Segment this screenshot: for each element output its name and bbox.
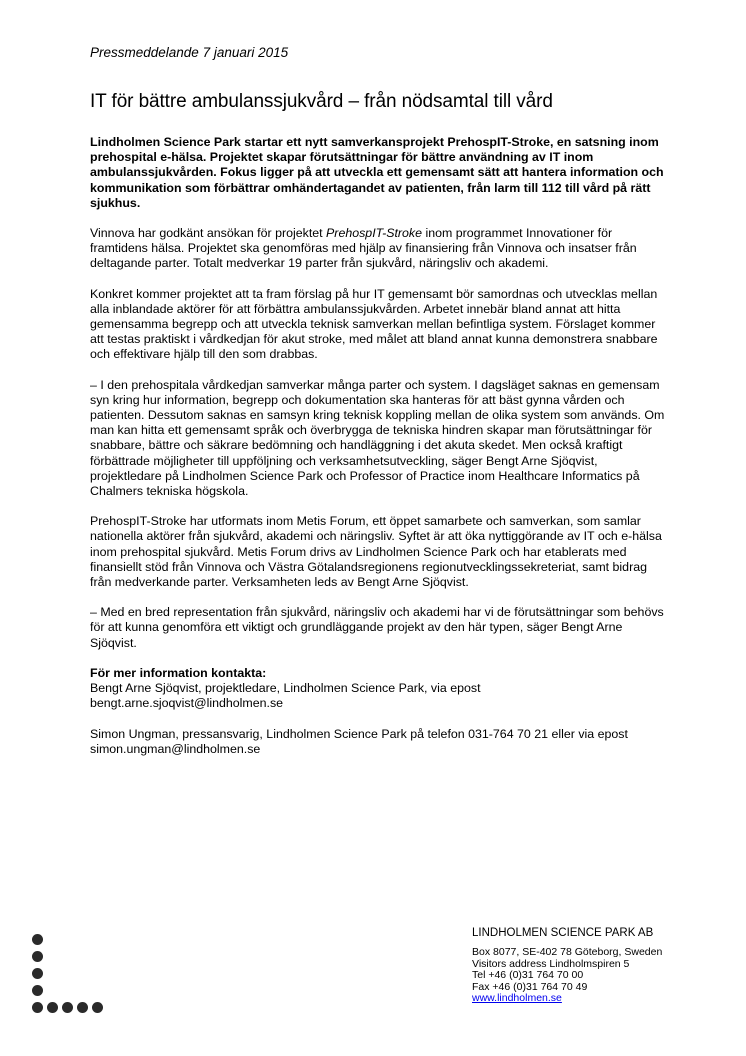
contact-heading: För mer information kontakta:: [90, 665, 267, 680]
logo-dot: [77, 1002, 88, 1013]
company-phone: Tel +46 (0)31 764 70 00: [472, 969, 584, 982]
contact-block-2: Simon Ungman, pressansvarig, Lindholmen Science Park på telefon 031-764 70 21 eller via epost simon.ungman@lindholmen.se: [90, 726, 628, 756]
body-paragraph-4: PrehospIT-Stroke har utformats inom Metis Forum, ett öppet samarbete och samverkan, som samlar nationella aktörer från sjukvård, akademi och näringsliv. Syftet är att öka nyttiggörande av IT och e-hälsa inom prehospital sjukvård. Metis Forum drivs av Lindholmen Science Park och har etablerats med finansiellt stöd från Vinnova och Västra Götalandsregionens regionutvecklingssekreteriat, samt bidrag från medverkande parter. Verksamheten leds av Bengt Arne Sjöqvist.: [90, 514, 662, 590]
contact-line-1: Bengt Arne Sjöqvist, projektledare, Lindholmen Science Park, via epost: [90, 681, 481, 696]
company-visitors-address: Visitors address Lindholmspiren 5: [472, 957, 630, 970]
project-name-italic: PrehospIT-Stroke: [326, 226, 423, 241]
body-paragraph-3: – I den prehospitala vårdkedjan samverkar många parter och system. I dagsläget saknas en gemensam syn kring hur information, begrepp och dokumentation ska hanteras för att bäst gynna vården och patienten. Dessutom saknas en samsyn kring teknisk koppling mellan de olika system som används. Om man kan hitta ett gemensamt språk och överbrygga de tekniska hindren skapar man förutsättningar för snabbare, bättre och säkrare bedömning och handläggning i det akuta skedet. Men också kraftigt förbättrade möjligheter till uppföljning och verksamhetsutveckling, säger Bengt Arne Sjöqvist, projektledare på Lindholmen Science Park och Professor of Practice inom Healthcare Informatics på Chalmers tekniska högskola.: [90, 377, 665, 499]
logo-dot: [32, 934, 43, 945]
company-name: LINDHOLMEN SCIENCE PARK AB: [472, 927, 654, 939]
p1-text-after: inom programmet Innovationer för framtidens hälsa. Projektet ska genomföras med hjälp av finansiering från Vinnova och insatser från deltagande parter. Totalt medverkar 19 parter från sjukvård, näringsliv och akademi.: [90, 226, 637, 271]
company-address: Box 8077, SE-402 78 Göteborg, Sweden: [472, 946, 663, 959]
company-footer: [472, 928, 662, 1004]
p1-text-before: Vinnova har godkänt ansökan för projektet: [90, 226, 327, 241]
logo-dot: [32, 951, 43, 962]
lede-paragraph: Lindholmen Science Park startar ett nytt samverkansprojekt PrehospIT-Stroke, en satsning inom prehospital e-hälsa. Projektet skapar förutsättningar för bättre användning av IT inom ambulanssjukvården. Fokus ligger på att utveckla ett gemensamt sätt att hantera information och kommunikation som förbättrar omhändertagandet av patienten, från larm till 112 till vård på rätt sjukhus.: [90, 135, 664, 210]
article-body: [90, 135, 670, 772]
logo-dot: [32, 968, 43, 979]
logo-dot: [47, 1002, 58, 1013]
company-fax: Fax +46 (0)31 764 70 49: [472, 980, 588, 993]
logo-dot: [62, 1002, 73, 1013]
contact-email-1: bengt.arne.sjoqvist@lindholmen.se: [90, 696, 284, 711]
body-paragraph-1: [90, 226, 670, 272]
logo-dot: [32, 1002, 43, 1013]
body-paragraph-5: – Med en bred representation från sjukvård, näringsliv och akademi har vi de förutsättningar som behövs för att kunna genomföra ett viktigt och grundläggande projekt av den här typen, säger Bengt Arne Sjöqvist.: [90, 605, 664, 650]
press-release-dateline: Pressmeddelande 7 januari 2015: [90, 45, 289, 60]
page-title: IT för bättre ambulanssjukvård – från nödsamtal till vård: [90, 91, 553, 112]
contact-block: [90, 666, 670, 712]
logo-dot: [92, 1002, 103, 1013]
lindholmen-logo: [32, 934, 122, 1024]
logo-dot: [32, 985, 43, 996]
company-website-link[interactable]: www.lindholmen.se: [472, 992, 562, 1005]
body-paragraph-2: Konkret kommer projektet att ta fram förslag på hur IT gemensamt bör samordnas och utvecklas mellan alla inblandade aktörer för att förbättra ambulanssjukvården. Arbetet innebär bland annat att hitta gemensamma begrepp och att utveckla teknisk samverkan mellan befintliga system. Förslaget kommer att testas praktiskt i vårdkedjan för akut stroke, med målet att bland annat kunna demonstrera snabbare och effektivare hjälp till den som drabbas.: [90, 286, 658, 362]
